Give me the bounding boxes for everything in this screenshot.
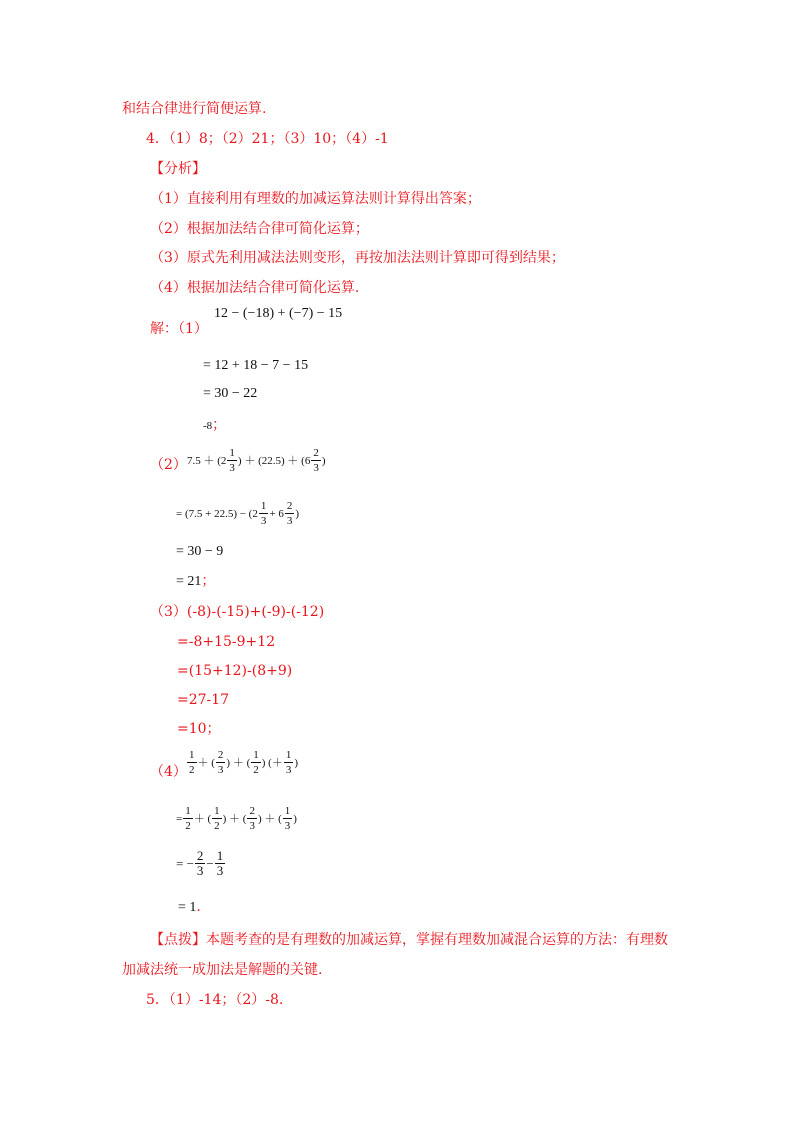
p4-f3-den: 2 bbox=[253, 764, 259, 776]
p4-f4-num: 1 bbox=[285, 749, 292, 761]
p2-expression bbox=[187, 446, 326, 475]
p2-m1-num: 1 bbox=[229, 447, 235, 459]
p4-f4-den: 3 bbox=[285, 764, 292, 776]
p4-s2-f1-den: 3 bbox=[196, 863, 204, 878]
p4-step-2 bbox=[176, 849, 226, 878]
p2-m1-whole: 2 bbox=[220, 454, 227, 467]
p4-f2-den: 3 bbox=[217, 764, 224, 776]
p4-s1-f2-num: 1 bbox=[214, 805, 220, 817]
p4-s1-f3-num: 2 bbox=[249, 805, 255, 817]
p2-mixed-2 bbox=[305, 446, 322, 475]
tip-line-2: 加减法统一成加法是解题的关键. bbox=[122, 962, 323, 978]
p4-s1-lead: = bbox=[176, 812, 183, 825]
p1-step-3-end: ； bbox=[212, 417, 227, 433]
p4-s1-f1-den: 2 bbox=[185, 820, 191, 832]
p4-step-3-value: = 1 bbox=[178, 900, 197, 915]
answer-5: 5．（1）-14；（2）-8. bbox=[146, 992, 284, 1008]
p2-expr-a: 7.5 ＋ ( bbox=[187, 454, 221, 467]
p4-s1-op-4: ) bbox=[293, 812, 297, 825]
p1-step-1: = 12 + 18 − 7 − 15 bbox=[203, 358, 309, 373]
p2-m2-den: 3 bbox=[313, 462, 319, 474]
p4-s2-f2-den: 3 bbox=[216, 863, 224, 878]
p4-s1-op-2: ) ＋ ( bbox=[222, 812, 247, 825]
p4-f2-num: 2 bbox=[217, 749, 224, 761]
p4-f1-den: 2 bbox=[189, 764, 195, 776]
p4-f1-num: 1 bbox=[189, 749, 195, 761]
p4-step-1 bbox=[176, 804, 297, 833]
p4-expression bbox=[186, 748, 298, 777]
analysis-item-4: （4）根据加法结合律可简化运算. bbox=[150, 280, 360, 296]
tip-text-1: 本题考查的是有理数的加减运算，掌握有理数加减混合运算的方法：有理数 bbox=[206, 932, 668, 948]
p4-f3-num: 1 bbox=[253, 749, 259, 761]
p2-expr-b: ) ＋ (22.5) ＋ ( bbox=[237, 454, 305, 467]
p4-s2-op: − bbox=[206, 855, 214, 871]
p1-step-2: = 30 − 22 bbox=[203, 386, 258, 401]
p3-expression: （3）(-8)-(-15)+(-9)-(-12) bbox=[150, 604, 325, 620]
analysis-heading: 【分析】 bbox=[150, 161, 206, 177]
analysis-item-3: （3）原式先利用减法法则变形，再按加法法则计算即可得到结果； bbox=[150, 250, 565, 266]
answer-4: 4．（1）8；（2）21；（3）10；（4）-1 bbox=[146, 131, 389, 147]
tip-heading: 【点拨】 bbox=[150, 932, 206, 948]
p1-step-3-value: -8 bbox=[203, 420, 213, 432]
analysis-item-1: （1）直接利用有理数的加减运算法则计算得出答案； bbox=[150, 191, 481, 207]
p4-s2-lead: = − bbox=[176, 855, 194, 871]
analysis-item-2: （2）根据加法结合律可简化运算； bbox=[150, 221, 369, 237]
p4-step-3-end: . bbox=[196, 899, 201, 915]
tip-line-1 bbox=[150, 931, 668, 949]
p4-s1-f4-num: 1 bbox=[284, 805, 291, 817]
p2-m2-num: 2 bbox=[313, 447, 319, 459]
p3-step-1: =-8+15-9+12 bbox=[177, 634, 276, 650]
p2-step-1-a: = (7.5 + 22.5) − (2 bbox=[176, 507, 258, 520]
p2-step-2: = 30 − 9 bbox=[176, 544, 224, 559]
p2-step-1-b: + 6 bbox=[269, 507, 284, 520]
p2-m1-den: 3 bbox=[229, 462, 235, 474]
p2-s1-num: 1 bbox=[260, 500, 267, 512]
p2-mixed-1 bbox=[221, 446, 238, 475]
p4-s1-op-1: ＋ ( bbox=[193, 812, 212, 825]
p3-step-3: =27-17 bbox=[177, 692, 230, 708]
p2-s2-den: 3 bbox=[286, 515, 293, 527]
p4-s1-f1-num: 1 bbox=[185, 805, 191, 817]
p2-expr-c: ) bbox=[321, 454, 326, 467]
p4-s1-f2-den: 2 bbox=[214, 820, 220, 832]
p4-s1-f3-den: 3 bbox=[249, 820, 255, 832]
p3-step-2: =(15+12)-(8+9) bbox=[177, 663, 293, 679]
p4-op-3: ) (＋ bbox=[261, 756, 283, 769]
p4-op-1: ＋ ( bbox=[197, 756, 215, 769]
p4-op-4: ) bbox=[294, 756, 298, 769]
p2-step-1-c: ) bbox=[295, 507, 299, 520]
p2-m2-whole: 6 bbox=[304, 454, 311, 467]
p4-op-2: ) ＋ ( bbox=[226, 756, 251, 769]
p2-step-3-value: = 21 bbox=[176, 574, 202, 589]
p4-s1-f4-den: 3 bbox=[284, 820, 291, 832]
solution-label: 解：（1） bbox=[150, 321, 208, 337]
p1-step-3 bbox=[203, 416, 226, 435]
p1-expression: 12 − (−18) + (−7) − 15 bbox=[214, 306, 343, 321]
p2-step-3-end: ； bbox=[201, 573, 216, 589]
p2-step-3 bbox=[176, 572, 215, 591]
p2-step-1 bbox=[176, 499, 299, 528]
p4-s2-f1-num: 2 bbox=[196, 848, 204, 863]
p4-label: （4） bbox=[150, 764, 187, 780]
p2-s1-den: 3 bbox=[260, 515, 267, 527]
p3-step-4: =10； bbox=[177, 721, 221, 737]
p4-s1-op-3: ) ＋ ( bbox=[257, 812, 282, 825]
p2-s2-num: 2 bbox=[286, 500, 293, 512]
p4-step-3 bbox=[178, 898, 201, 917]
p2-label: （2） bbox=[150, 457, 187, 473]
text-line-continuation: 和结合律进行简便运算. bbox=[122, 101, 267, 117]
p4-s2-f2-num: 1 bbox=[216, 848, 224, 863]
